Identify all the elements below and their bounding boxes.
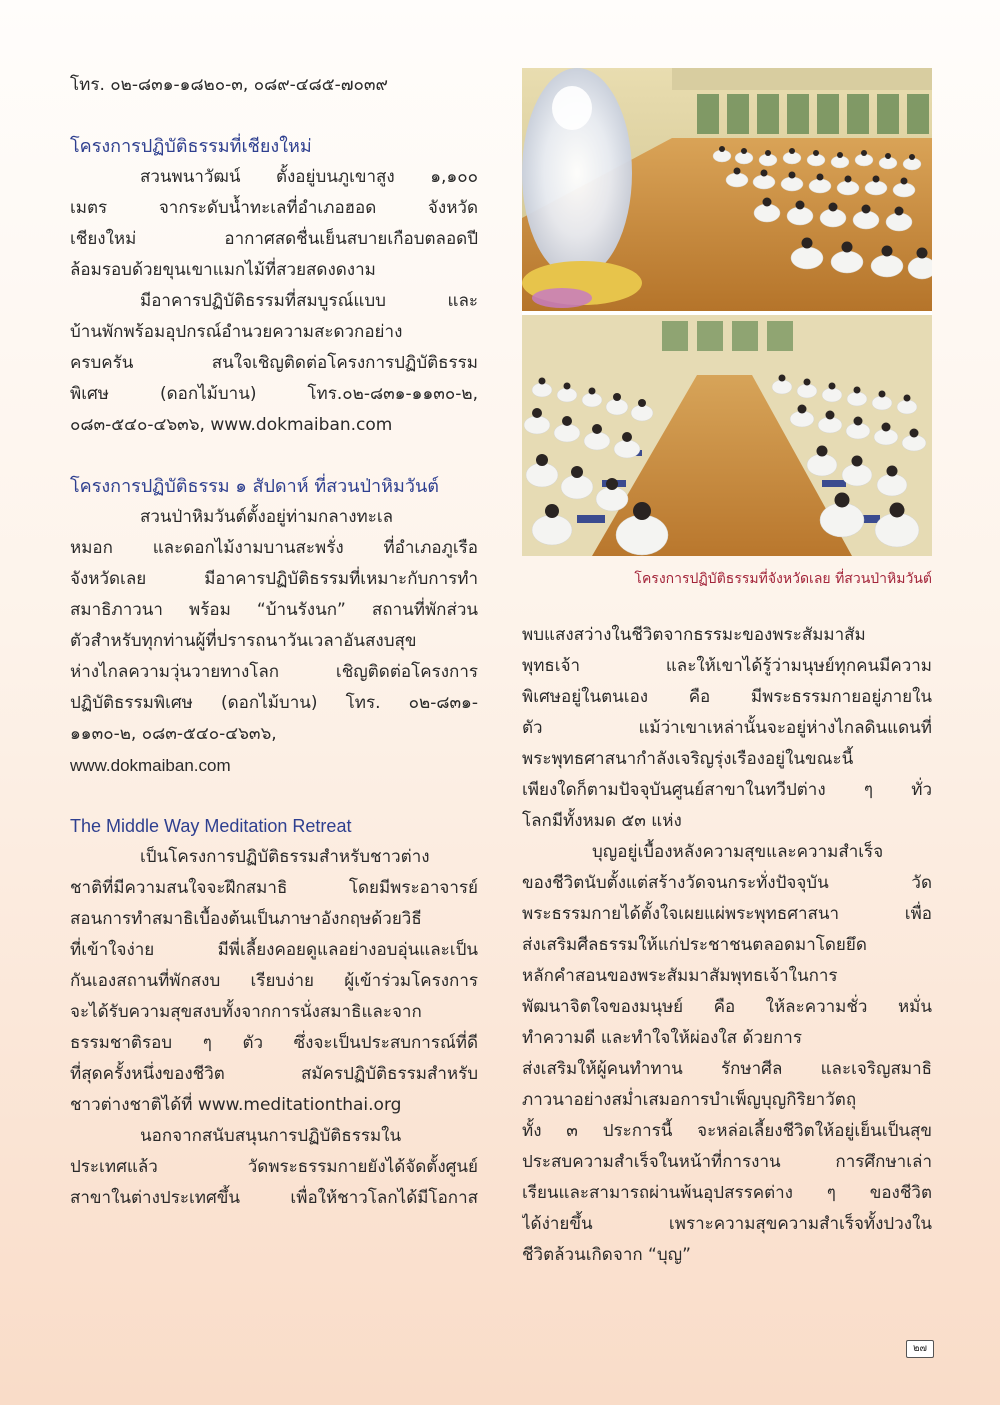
paragraph-line: กันเองสถานที่พักสงบ เรียบง่าย ผู้เข้าร่วมโครงการ [70, 971, 478, 991]
paragraph-line: ชีวิตล้วนเกิดจาก “บุญ” [522, 1245, 691, 1265]
paragraph-line: ภาวนาอย่างสม่ำเสมอการบำเพ็ญบุญกิริยาวัตถุ [522, 1090, 857, 1110]
paragraph-line: หมอก และดอกไม้งามบานสะพรั่ง ที่อำเภอภูเรือ [70, 538, 478, 558]
paragraph-line: สวนป่าหิมวันต์ตั้งอยู่ท่ามกลางทะเล [140, 507, 394, 527]
paragraph-line: พิเศษอยู่ในตนเอง คือ มีพระธรรมกายอยู่ภายใน [522, 687, 932, 707]
paragraph-line: บ้านพักพร้อมอุปกรณ์อำนวยความสะดวกอย่าง [70, 322, 403, 342]
paragraph-line: เมตร จากระดับน้ำทะเลที่อำเภอฮอด จังหวัด [70, 198, 478, 218]
paragraph-line: พุทธเจ้า และให้เขาได้รู้ว่ามนุษย์ทุกคนมีความ [522, 656, 932, 676]
paragraph-line: เพียงใดก็ตามปัจจุบันศูนย์สาขาในทวีปต่าง ๆ ทั่ว [522, 780, 932, 800]
paragraph-line: ตัว แม้ว่าเขาเหล่านั้นจะอยู่ห่างไกลดินแดนที่ [522, 718, 932, 738]
paragraph-line: จะได้รับความสุขสงบทั้งจากการนั่งสมาธิและจาก [70, 1002, 422, 1022]
paragraph-line: ตัวสำหรับทุกท่านผู้ที่ปรารถนาวันเวลาอันสงบสุข [70, 631, 417, 651]
paragraph-line: มีอาคารปฏิบัติธรรมที่สมบูรณ์แบบ และ [140, 291, 478, 311]
paragraph-line: ทั้ง ๓ ประการนี้ จะหล่อเลี้ยงชีวิตให้อยู่เย็นเป็นสุข [522, 1121, 932, 1141]
paragraph-line: โลกมีทั้งหมด ๕๓ แห่ง [522, 811, 682, 831]
section-chiangmai-body [70, 162, 478, 441]
heading-middleway: The Middle Way Meditation Retreat [70, 816, 352, 836]
paragraph-line: ล้อมรอบด้วยขุนเขาแมกไม้ที่สวยสดงดงาม [70, 260, 376, 280]
heading-himmawan: โครงการปฏิบัติธรรม ๑ สัปดาห์ ที่สวนป่าหิมวันต์ [70, 476, 439, 497]
paragraph-line: ส่งเสริมให้ผู้คนทำทาน รักษาศีล และเจริญสมาธิ [522, 1059, 932, 1079]
paragraph-line: ครบครัน สนใจเชิญติดต่อโครงการปฏิบัติธรรม [70, 353, 478, 373]
section-middleway-body [70, 842, 478, 1214]
paragraph-line: ๐๘๓-๕๔๐-๔๖๓๖, www.dokmaiban.com [70, 415, 393, 435]
paragraph-line: พบแสงสว่างในชีวิตจากธรรมะของพระสัมมาสัม [522, 625, 866, 645]
right-column [522, 620, 932, 1271]
photo-meditation-hall-top [522, 68, 932, 311]
paragraph-line: ของชีวิตนับตั้งแต่สร้างวัดจนกระทั่งปัจจุบัน วัด [522, 873, 932, 893]
paragraph-line: หลักคำสอนของพระสัมมาสัมพุทธเจ้าในการ [522, 966, 838, 986]
paragraph-line: เชียงใหม่ อากาศสดชื่นเย็นสบายเกือบตลอดปี [70, 229, 478, 249]
paragraph-line: พระธรรมกายได้ตั้งใจเผยแผ่พระพุทธศาสนา เพื่อ [522, 904, 932, 924]
paragraph-line: ประเทศแล้ว วัดพระธรรมกายยังได้จัดตั้งศูนย์ [70, 1157, 478, 1177]
photo-meditation-hall-bottom [522, 315, 932, 556]
paragraph-line: ห่างไกลความวุ่นวายทางโลก เชิญติดต่อโครงการ [70, 662, 478, 682]
photo-caption: โครงการปฏิบัติธรรมที่จังหวัดเลย ที่สวนป่าหิมวันต์ [634, 571, 932, 587]
paragraph-line: สวนพนาวัฒน์ ตั้งอยู่บนภูเขาสูง ๑,๑๐๐ [140, 167, 478, 187]
contact-line: โทร. ๐๒-๘๓๑-๑๘๒๐-๓, ๐๘๙-๔๘๕-๗๐๓๙ [70, 75, 388, 95]
paragraph-line: ปฏิบัติธรรมพิเศษ (ดอกไม้บาน) โทร. ๐๒-๘๓๑- [70, 693, 478, 713]
paragraph-line: สาขาในต่างประเทศขึ้น เพื่อให้ชาวโลกได้มีโอกาส [70, 1188, 478, 1208]
paragraph-line: ที่สุดครั้งหนึ่งของชีวิต สมัครปฏิบัติธรรมสำหรับ [70, 1064, 478, 1084]
paragraph-line: ชาวต่างชาติได้ที่ www.meditationthai.org [70, 1095, 402, 1115]
paragraph-line: บุญอยู่เบื้องหลังความสุขและความสำเร็จ [592, 842, 884, 862]
paragraph-line: นอกจากสนับสนุนการปฏิบัติธรรมใน [140, 1126, 402, 1146]
meditation-photos [522, 68, 932, 556]
paragraph-line: ประสบความสำเร็จในหน้าที่การงาน การศึกษาเล่า [522, 1152, 932, 1172]
paragraph-line: สมาธิภาวนา พร้อม “บ้านรังนก” สถานที่พักส่วน [70, 600, 478, 620]
paragraph-line: ๑๑๓๐-๒, ๐๘๓-๕๔๐-๔๖๓๖, [70, 724, 277, 744]
paragraph-line: จังหวัดเลย มีอาคารปฏิบัติธรรมที่เหมาะกับการทำ [70, 569, 478, 589]
paragraph-line: ธรรมชาติรอบ ๆ ตัว ซึ่งจะเป็นประสบการณ์ที่ดี [70, 1033, 478, 1053]
paragraph-line: เป็นโครงการปฏิบัติธรรมสำหรับชาวต่าง [140, 847, 430, 867]
paragraph-line: เรียนและสามารถผ่านพ้นอุปสรรคต่าง ๆ ของชีวิต [522, 1183, 932, 1203]
section-himmawan-body [70, 502, 478, 781]
website-link[interactable]: www.dokmaiban.com [70, 756, 231, 775]
heading-chiangmai: โครงการปฏิบัติธรรมที่เชียงใหม่ [70, 136, 312, 157]
page-number: ๒๗ [906, 1340, 934, 1358]
paragraph-line: สอนการทำสมาธิเบื้องต้นเป็นภาษาอังกฤษด้วยวิธี [70, 909, 422, 929]
paragraph-line: ทำความดี และทำใจให้ผ่องใส ด้วยการ [522, 1028, 802, 1048]
left-column [70, 70, 478, 1214]
paragraph-line: พระพุทธศาสนากำลังเจริญรุ่งเรืองอยู่ในขณะนี้ [522, 749, 854, 769]
paragraph-line: ส่งเสริมศีลธรรมให้แก่ประชาชนตลอดมาโดยยึด [522, 935, 867, 955]
paragraph-line: พิเศษ (ดอกไม้บาน) โทร.๐๒-๘๓๑-๑๑๓๐-๒, [70, 384, 478, 404]
paragraph-line: ได้ง่ายขึ้น เพราะความสุขความสำเร็จทั้งปวงใน [522, 1214, 932, 1234]
paragraph-line: ชาติที่มีความสนใจจะฝึกสมาธิ โดยมีพระอาจารย์ [70, 878, 478, 898]
paragraph-line: พัฒนาจิตใจของมนุษย์ คือ ให้ละความชั่ว หมั่น [522, 997, 932, 1017]
paragraph-line: ที่เข้าใจง่าย มีพี่เลี้ยงคอยดูแลอย่างอบอุ่นและเป็น [70, 940, 478, 960]
